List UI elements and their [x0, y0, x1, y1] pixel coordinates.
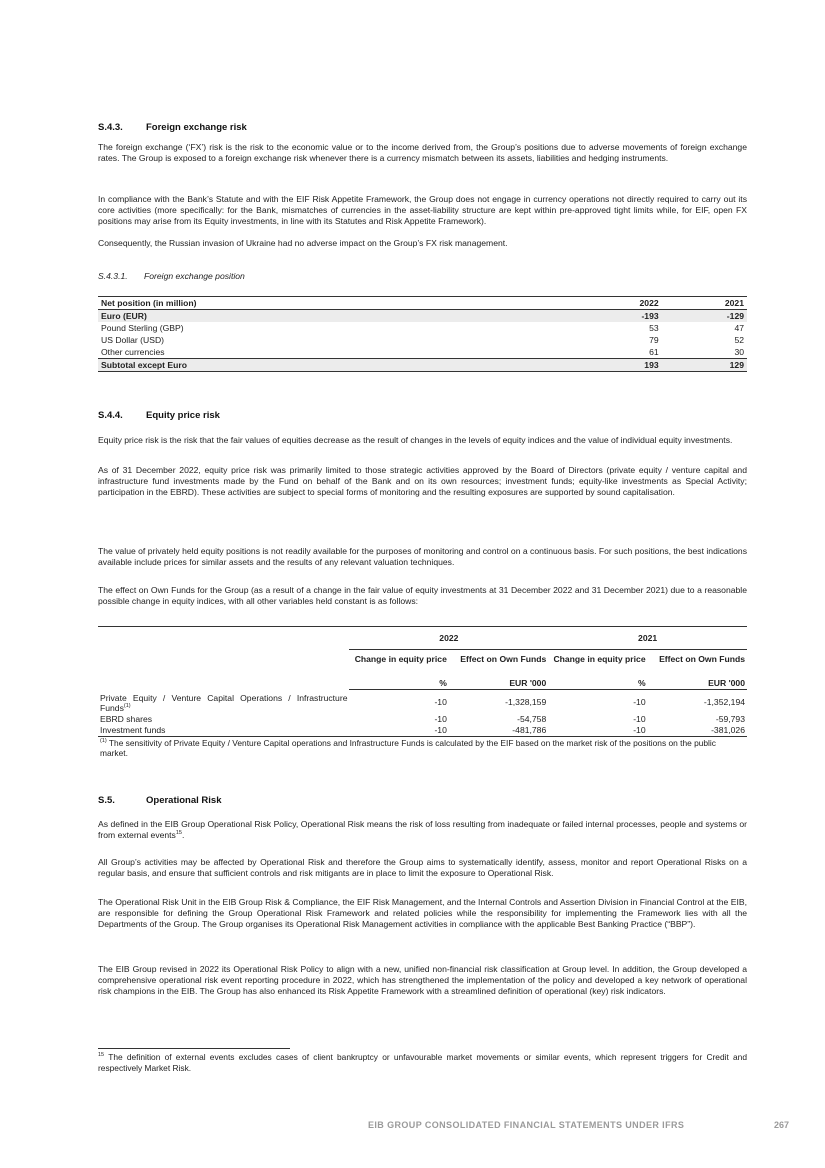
- table-cell: 61: [649, 347, 659, 357]
- column-header: Effect on Own Funds: [460, 654, 547, 664]
- section-title: Operational Risk: [146, 795, 222, 806]
- table-row: [98, 725, 747, 737]
- table-cell: -10: [633, 696, 646, 707]
- table-cell: -129: [662, 310, 747, 323]
- footnote-marker: (1): [123, 703, 131, 710]
- column-header: Change in equity price: [354, 654, 447, 664]
- paragraph: The EIB Group revised in 2022 its Operational Risk Policy to align with a new, unified non-financial risk classification at Group level. In addition, the Group developed a comprehensive operational risk event reporting procedure in 2022, which has strengthened the implementation of the policy and developed a key network of operational risk champions in the EIB. The Group has also enhanced its Risk Appetite Framework with a streamlined definition of operational (key) risk indicators.: [98, 964, 747, 996]
- table-cell: -10: [434, 713, 447, 724]
- footnote-divider: [98, 1048, 290, 1049]
- table-cell: 53: [649, 323, 659, 333]
- unit-row: [98, 676, 747, 690]
- paragraph: All Group’s activities may be affected by Operational Risk and therefore the Group aims to systematically identify, assess, monitor and report Operational Risks on a regular basis, and ensure that sufficient controls and risk mitigants are in place to limit the exposure to Operational Risk.: [98, 857, 747, 878]
- table-footnote-text: The sensitivity of Private Equity / Venture Capital operations and Infrastructure Funds is calculated by the EIF based on the market risk of the positions on the public market.: [100, 737, 716, 758]
- table-cell: -481,786: [449, 725, 548, 737]
- table-footnote-row: [98, 736, 747, 759]
- paragraph: The value of privately held equity positions is not readily available for the purposes of monitoring and control on a continuous basis. For such positions, the best indications available include prices for similar assets and the results of any relevant valuation techniques.: [98, 546, 747, 567]
- table-row: [98, 690, 747, 714]
- year-header: 2021: [548, 627, 747, 650]
- paragraph: Equity price risk is the risk that the fair values of equities decrease as the result of changes in the levels of equity indices and the value of individual equity investments.: [98, 435, 733, 445]
- unit-label: %: [349, 676, 448, 690]
- row-label: Private Equity / Venture Capital Operations / Infrastructure Funds: [100, 692, 348, 713]
- row-label: Investment funds: [100, 724, 166, 735]
- year-header: 2022: [349, 627, 548, 650]
- table-cell: -54,758: [517, 713, 547, 724]
- section-number: S.4.4.: [98, 410, 123, 421]
- paragraph: In compliance with the Bank’s Statute and with the EIF Risk Appetite Framework, the Group does not engage in currency operations not directly required to carry out its core activities (more specifically: for the Bank, mismatches of currencies in the asset-liability structure are kept within pre-approved tight limits while, for EIF, open FX positions may arise from its Equity investments, in line with its Statutes and Risk Appetite Framework).: [98, 194, 747, 226]
- column-header: 2022: [576, 297, 661, 310]
- unit-label: %: [548, 676, 647, 690]
- unit-label: EUR '000: [449, 676, 548, 690]
- table-cell: Other currencies: [101, 347, 165, 357]
- footer-title: EIB GROUP CONSOLIDATED FINANCIAL STATEMENTS UNDER IFRS: [368, 1120, 685, 1130]
- table-cell: -10: [548, 725, 647, 737]
- table-row: [98, 310, 747, 323]
- table-cell: Euro (EUR): [98, 310, 576, 323]
- table-cell: -1,352,194: [703, 696, 745, 707]
- table-cell: -59,793: [715, 713, 745, 724]
- section-heading-fx: [98, 122, 247, 133]
- unit-label: EUR '000: [648, 676, 747, 690]
- table-cell: 129: [662, 359, 747, 372]
- subsection-title: Foreign exchange position: [144, 271, 245, 281]
- section-number: S.5.: [98, 795, 115, 806]
- paragraph: Consequently, the Russian invasion of Ukraine had no adverse impact on the Group’s FX risk management.: [98, 238, 508, 248]
- paragraph: The Operational Risk Unit in the EIB Group Risk & Compliance, the EIF Risk Management, and the Internal Controls and Assertion Division in Financial Control at the EIB, are responsible for defining the Group Operational Risk Framework and related policies while the responsibility for implementing the Framework lies with all the Departments of the Group. The Group organises its Operational Risk Management activities in compliance with the applicable Best Banking Practice (“BBP”).: [98, 897, 747, 929]
- column-header: 2021: [662, 297, 747, 310]
- section-heading-operational: [98, 795, 222, 806]
- table-row: [98, 714, 747, 725]
- paragraph: As of 31 December 2022, equity price risk was primarily limited to those strategic activities approved by the Board of Directors (private equity / venture capital and infrastructure fund investments made by the Fund on behalf of the Bank and on its own resources; investment funds; equity-like investments as Special Activity; participation in the EBRD). These activities are subject to special forms of monitoring and the resulting exposures are supported by sound capitalisation.: [98, 465, 747, 497]
- table-cell: -10: [633, 713, 646, 724]
- table-cell: 47: [734, 323, 744, 333]
- footnote-marker: (1): [100, 737, 107, 744]
- subtotal-row: [98, 359, 747, 372]
- paragraph: The foreign exchange (‘FX’) risk is the risk to the economic value or to the income derived from, the Group’s positions due to adverse movements of foreign exchange rates. The Group is exposed to a foreign exchange risk whenever there is a currency mismatch between its assets, liabilities and hedging instruments.: [98, 142, 747, 163]
- table-cell: 52: [734, 335, 744, 345]
- section-heading-equity: [98, 410, 220, 421]
- section-number: S.4.3.: [98, 122, 123, 133]
- subsection-number: S.4.3.1.: [98, 271, 128, 281]
- table-footnote: [98, 736, 747, 759]
- table-header-row: [98, 297, 747, 310]
- table-cell: -10: [349, 725, 448, 737]
- table-cell: 79: [649, 335, 659, 345]
- table-cell: -10: [434, 696, 447, 707]
- column-header: Effect on Own Funds: [659, 654, 745, 664]
- column-header-row: [98, 650, 747, 677]
- year-header-row: [98, 627, 747, 650]
- table-cell: -193: [576, 310, 661, 323]
- table-row: [98, 334, 747, 346]
- section-title: Foreign exchange risk: [146, 122, 247, 133]
- table-cell: -381,026: [648, 725, 747, 737]
- footnote-text: The definition of external events excludes cases of client bankruptcy or unfavourable market movements or similar events, which represent triggers for Credit and respectively Market Risk.: [98, 1052, 747, 1073]
- equity-sensitivity-table: [98, 626, 747, 759]
- page-number: 267: [774, 1120, 790, 1130]
- subsection-heading: [98, 271, 245, 281]
- row-label: EBRD shares: [100, 713, 153, 724]
- footnote-reference: 15: [175, 829, 182, 836]
- table-row: [98, 322, 747, 334]
- table-cell: Subtotal except Euro: [98, 359, 576, 372]
- table-cell: US Dollar (USD): [101, 335, 165, 345]
- fx-position-table: [98, 296, 747, 372]
- table-cell: 193: [576, 359, 661, 372]
- column-header: Net position (in million): [98, 297, 576, 310]
- paragraph-text: As defined in the EIB Group Operational Risk Policy, Operational Risk means the risk of loss resulting from inadequate or failed internal processes, people and systems or from external events: [98, 819, 747, 840]
- footnote-number: 15: [98, 1052, 105, 1059]
- table-cell: 30: [734, 347, 744, 357]
- paragraph: The effect on Own Funds for the Group (as a result of a change in the fair value of equity investments at 31 December 2022 and 31 December 2021) due to a reasonable possible change in equity indices, with all other variables held constant is as follows:: [98, 585, 747, 606]
- table-cell: Pound Sterling (GBP): [101, 323, 184, 333]
- page-footnote: [98, 1052, 747, 1074]
- paragraph: As defined in the EIB Group Operational Risk Policy, Operational Risk means the risk of loss resulting from inadequate or failed internal processes, people and systems or from external events$^{15}$.: [98, 819, 747, 840]
- table-row: [98, 346, 747, 359]
- table-cell: -1,328,159: [505, 696, 547, 707]
- section-title: Equity price risk: [146, 410, 220, 421]
- column-header: Change in equity price: [553, 654, 646, 664]
